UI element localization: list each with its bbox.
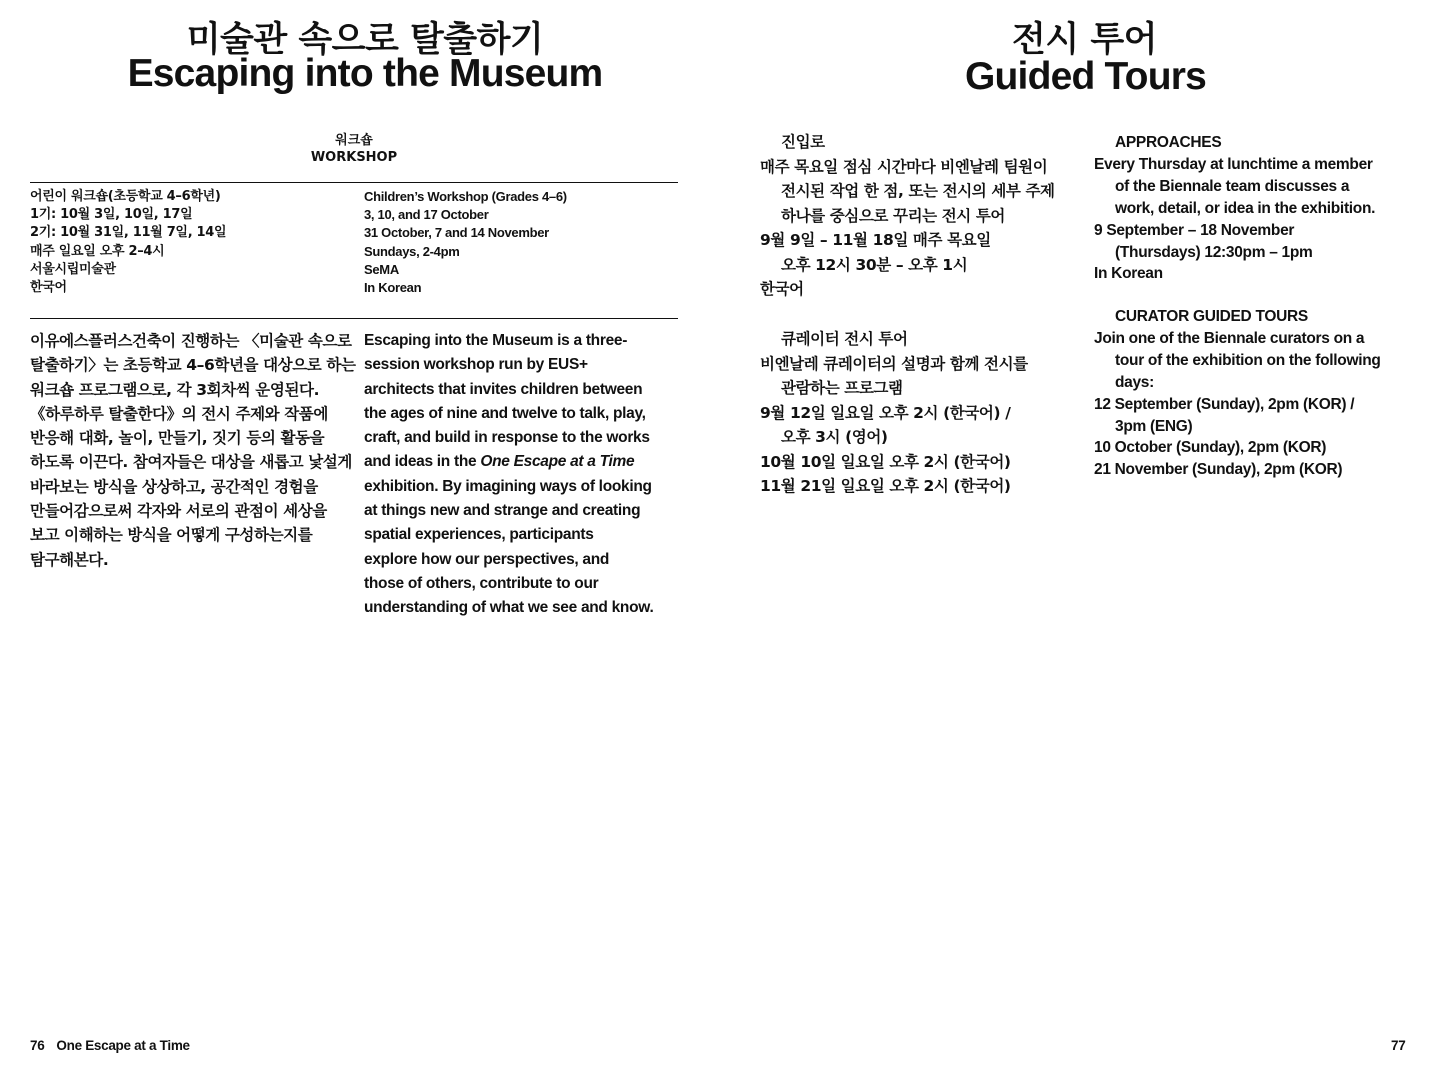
section-heading: CURATOR GUIDED TOURS [1115,308,1308,325]
info-line: 2기: 10월 31일, 11월 7일, 14일 [30,225,227,241]
footer-publication-title: One Escape at a Time [56,1038,190,1053]
info-line: 1기: 10월 3일, 10일, 17일 [30,207,193,223]
workshop-info-english [364,188,567,297]
section-line: 9월 12일 일요일 오후 2시 (한국어) / [760,403,1011,422]
divider-bottom [30,318,678,319]
section-line: 21 November (Sunday), 2pm (KOR) [1094,461,1343,479]
section-line: days: [1115,373,1154,391]
info-line: 서울시립미술관 [30,261,116,277]
section-line: 11월 21일 일요일 오후 2시 (한국어) [760,477,1011,495]
page-title-korean: 미술관 속으로 탈출하기 [186,20,544,60]
workshop-info-korean [30,188,226,297]
section-line: In Korean [1094,265,1163,283]
info-line: SeMA [364,261,399,277]
section-line: 12 September (Sunday), 2pm (KOR) / [1094,395,1355,413]
section-line: 관람하는 프로그램 [781,379,903,397]
page-title-english: Guided Tours [964,55,1206,98]
paragraph-line [364,450,653,474]
page-title-korean: 전시 투어 [1012,20,1157,60]
page-number: 76 [30,1038,45,1053]
section-line: Every Thursday at lunchtime a member [1094,155,1373,173]
section-line: 9월 9일 – 11월 18일 매주 목요일 [760,231,991,249]
info-line: 31 October, 7 and 14 November [364,225,549,241]
paragraph-text: and ideas in the [364,453,481,471]
section-line: 비엔날레 큐레이터의 설명과 함께 전시를 [760,354,1028,373]
section-line: 전시된 작업 한 점, 또는 전시의 세부 주제 [781,182,1055,200]
paragraph-line: 바라보는 방식을 상상하고, 공간적인 경험을 [30,477,318,496]
paragraph-line: exhibition. By imagining ways of looking [364,477,652,495]
paragraph-line: 하도록 이끈다. 참여자들은 대상을 새롭고 낯설게 [30,453,352,472]
approaches-english [1094,132,1375,285]
paragraph-line: 탈출하기〉는 초등학교 4–6학년을 대상으로 하는 [30,356,356,375]
info-line: 어린이 워크숍(초등학교 4–6학년) [30,189,221,204]
section-line: tour of the exhibition on the following [1115,351,1381,369]
section-line: 10월 10일 일요일 오후 2시 (한국어) [760,452,1011,471]
divider-top [30,182,678,183]
info-line: Sundays, 2-4pm [364,243,460,259]
section-line: 매주 목요일 점심 시간마다 비엔날레 팀원이 [760,157,1048,176]
paragraph-line: explore how our perspectives, and [364,550,610,568]
section-line: 9 September – 18 November [1094,221,1295,239]
paragraph-line: 이유에스플러스건축이 진행하는 〈미술관 속으로 [30,332,352,350]
paragraph-line: session workshop run by EUS+ [364,356,588,374]
paragraph-line: at things new and strange and creating [364,502,641,520]
paragraph-line: 워크숍 프로그램으로, 각 3회차씩 운영된다. [30,380,320,399]
info-line: Children’s Workshop (Grades 4–6) [364,189,567,204]
section-heading-korean: 워크숍 [335,133,373,148]
info-line: 3, 10, and 17 October [364,207,489,223]
section-heading: 큐레이터 전시 투어 [781,330,908,348]
section-line: 3pm (ENG) [1115,417,1193,435]
paragraph-line: craft, and build in response to the works [364,429,650,447]
paragraph-line: spatial experiences, participants [364,526,594,544]
info-line: In Korean [364,280,422,296]
section-line: of the Biennale team discusses a [1115,177,1350,195]
workshop-description-english [364,329,653,621]
paragraph-line: 《하루하루 탈출한다》의 전시 주제와 작품에 [30,404,328,423]
workshop-section-heading [30,132,678,166]
workshop-description-korean [30,329,356,572]
info-line: 한국어 [30,280,67,296]
curator-tours-korean [760,327,1028,499]
footer-left [30,1038,190,1053]
info-line: 매주 일요일 오후 2–4시 [30,243,165,259]
section-heading: APPROACHES [1115,134,1222,151]
section-line: 10 October (Sunday), 2pm (KOR) [1094,439,1327,457]
section-heading: 진입로 [781,133,825,151]
paragraph-line: understanding of what we see and know. [364,599,654,617]
section-heading-english: WORKSHOP [310,150,398,165]
approaches-korean [760,130,1055,302]
section-line: 오후 12시 30분 – 오후 1시 [781,255,968,274]
section-line: Join one of the Biennale curators on a [1094,329,1365,347]
section-line: work, detail, or idea in the exhibition. [1115,199,1376,217]
paragraph-line: 반응해 대화, 놀이, 만들기, 짓기 등의 활동을 [30,429,325,448]
exhibition-title-italic: One Escape at a Time [480,453,635,471]
section-line: (Thursdays) 12:30pm – 1pm [1115,243,1313,261]
section-line: 한국어 [760,280,804,298]
page-title-english: Escaping into the Museum [127,52,603,95]
paragraph-line: 보고 이해하는 방식을 어떻게 구성하는지를 [30,526,313,545]
paragraph-line: the ages of nine and twelve to talk, play, [364,404,646,422]
section-line: 오후 3시 (영어) [781,428,888,446]
paragraph-line: architects that invites children between [364,380,643,398]
paragraph-line: 탐구해본다. [30,550,109,569]
section-line: 하나를 중심으로 꾸리는 전시 투어 [781,206,1006,225]
paragraph-line: Escaping into the Museum is a three- [364,332,628,349]
curator-tours-english [1094,306,1381,481]
page-number-right: 77 [1391,1038,1406,1053]
paragraph-line: 만들어감으로써 각자와 서로의 관점이 세상을 [30,502,327,521]
paragraph-line: those of others, contribute to our [364,574,599,592]
